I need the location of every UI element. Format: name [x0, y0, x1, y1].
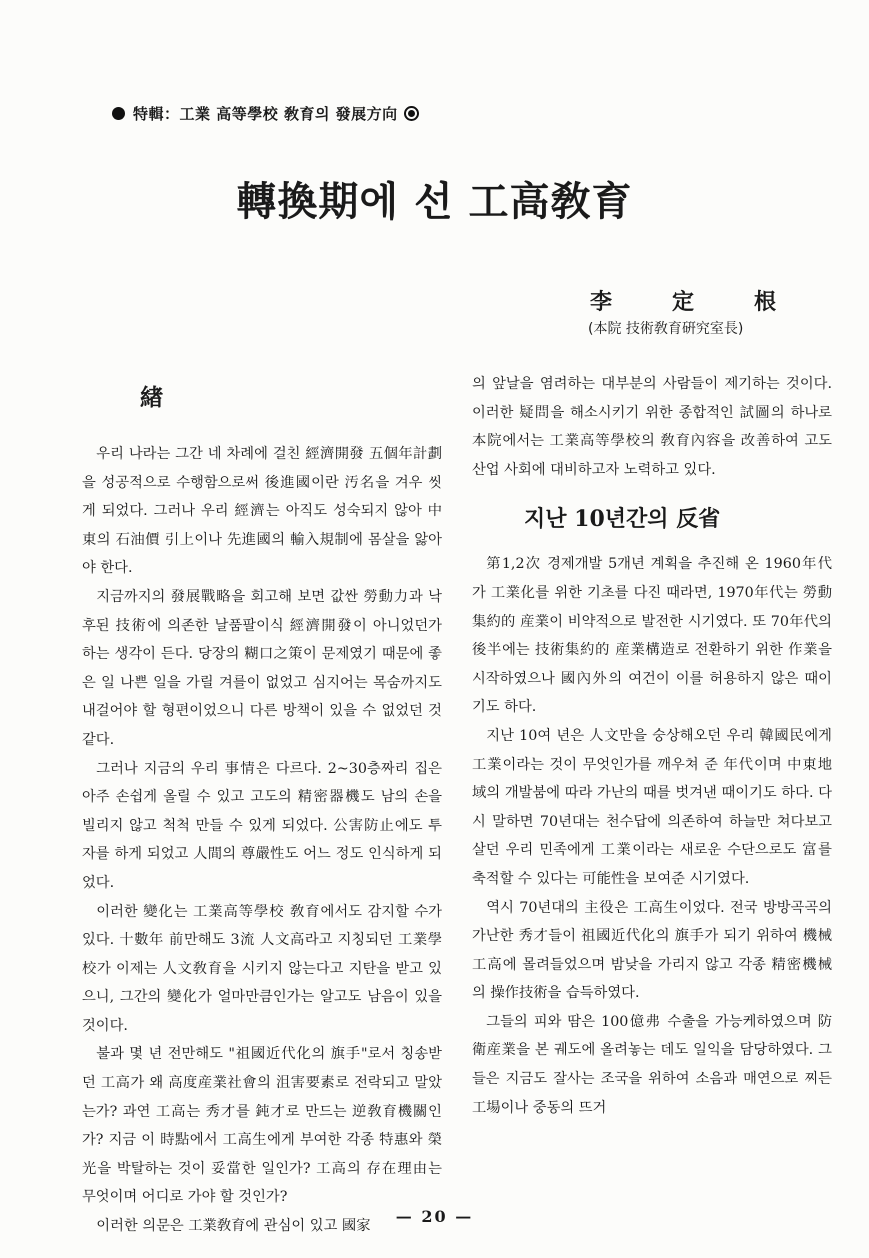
- paragraph: 이러한 의문은 工業敎育에 관심이 있고 國家: [96, 1218, 371, 1235]
- paragraph: 역시 70년대의 主役은 工高生이었다. 전국 방방곡곡의 가난한 秀才들이 祖國近代化의 旗手가 되기 위하여 機械工高에 몰려들었으며 밤낮을 가리지 않고 각종 精密機械의 操作技術을 습득하였다.: [472, 899, 832, 1002]
- author-name: [590, 285, 776, 316]
- paragraph: 우리 나라는 그간 네 차례에 걸친 經濟開發 五個年計劃을 성공적으로 수행함으로써 後進國이란 汚名을 겨우 씻게 되었다. 그러나 우리 經濟는 아직도 성숙되지 않아 中東의 石油價 引上이나 先進國의 輸入規制에 몸살을 앓아야 한다.: [82, 446, 442, 577]
- paragraph: 이러한 變化는 工業高等學校 敎育에서도 감지할 수가 있다. 十數年 前만해도 3流 人文高라고 지칭되던 工業學校가 이제는 人文敎育을 시키지 않는다고 지탄을 받고 있으니, 그간의 變化가 얼마만큼인가는 알고도 남음이 있을 것이다.: [82, 903, 442, 1034]
- author-char: 李: [590, 289, 613, 315]
- section-heading-intro: 緖: [140, 384, 163, 411]
- page-number: — 20 —: [395, 1207, 474, 1226]
- paragraph-continued: 의 앞날을 염려하는 대부분의 사람들이 제기하는 것이다. 이러한 疑問을 해소시키기 위한 종합적인 試圖의 하나로 本院에서는 工業高等學校의 敎育內容을 改善하여 고도 산업 사회에 대비하고자 노력하고 있다.: [472, 376, 832, 478]
- paragraph: 지난 10여 년은 人文만을 숭상해오던 우리 韓國民에게 工業이라는 것이 무엇인가를 깨우쳐 준 年代이며 中東地域의 개발붐에 따라 가난의 때를 벗겨낸 때이기도 하다. 다시 말하면 70년대는 천수답에 의존하여 하늘만 쳐다보고 살던 우리 민족에게 工業이라는 새로운 수단으로도 富를 축적할 수 있다는 可能性을 보여준 시기였다.: [472, 727, 832, 887]
- author-affiliation: (本院 技術敎育硏究室長): [588, 321, 744, 337]
- bullet-icon: [112, 107, 125, 120]
- article-title: 轉換期에 선 工高敎育: [236, 178, 633, 225]
- circled-bullet-icon: [404, 106, 419, 121]
- feature-header: [112, 103, 419, 124]
- paragraph: 불과 몇 년 전만해도 "祖國近代化의 旗手"로서 칭송받던 工高가 왜 高度産業社會의 沮害要素로 전락되고 말았는가? 과연 工高는 秀才를 鈍才로 만드는 逆敎育機關인가? 지금 이 時點에서 工高生에게 부여한 각종 特惠와 榮光을 박탈하는 것이 妥當한 일인가? 工高의 存在理由는 무엇이며 어디로 가야 할 것인가?: [82, 1046, 442, 1206]
- right-column: [472, 370, 832, 1122]
- left-column: [82, 370, 442, 1241]
- paragraph: 第1,2次 경제개발 5개년 계획을 추진해 온 1960年代가 工業化를 위한 기초를 다진 때라면, 1970年代는 勞動集約的 産業이 비약적으로 발전한 시기였다. 또 70年代의 後半에는 技術集約的 産業構造로 전환하기 위한 作業을 시작하였으나 國內外의 여건이 이를 허용하지 않은 때이기도 하다.: [472, 556, 832, 716]
- paragraph: 그들의 피와 땀은 100億弗 수출을 가능케하였으며 防衛産業을 본 궤도에 올려놓는 데도 일익을 담당하였다. 그들은 지금도 잘사는 조국을 위하여 소음과 매연으로 찌든 工場이나 중동의 뜨거: [472, 1013, 832, 1116]
- author-char: 根: [753, 289, 776, 315]
- paragraph: 지금까지의 發展戰略을 회고해 보면 값싼 勞動力과 낙후된 技術에 의존한 날품팔이식 經濟開發이 아니었던가 하는 생각이 든다. 당장의 糊口之策이 문제였기 때문에 좋은 일 나쁜 일을 가릴 겨를이 없었고 심지어는 목숨까지도 내걸어야 할 형편이었으니 다른 방책이 있을 수 없었던 것 같다.: [82, 588, 442, 748]
- feature-header-text: 特輯：工業 高等學校 敎育의 發展方向: [133, 105, 398, 123]
- author-char: 定: [671, 289, 694, 315]
- paragraph: 그러나 지금의 우리 事情은 다르다. 2~30층짜리 집은 아주 손쉽게 올릴 수 있고 고도의 精密器機도 남의 손을 빌리지 않고 척척 만들 수 있게 되었다. 公害防止에도 투자를 하게 되었고 人間의 尊嚴性도 어느 정도 인식하게 되었다.: [82, 760, 442, 891]
- section-heading-reflection: 지난 10년간의 反省: [524, 506, 721, 533]
